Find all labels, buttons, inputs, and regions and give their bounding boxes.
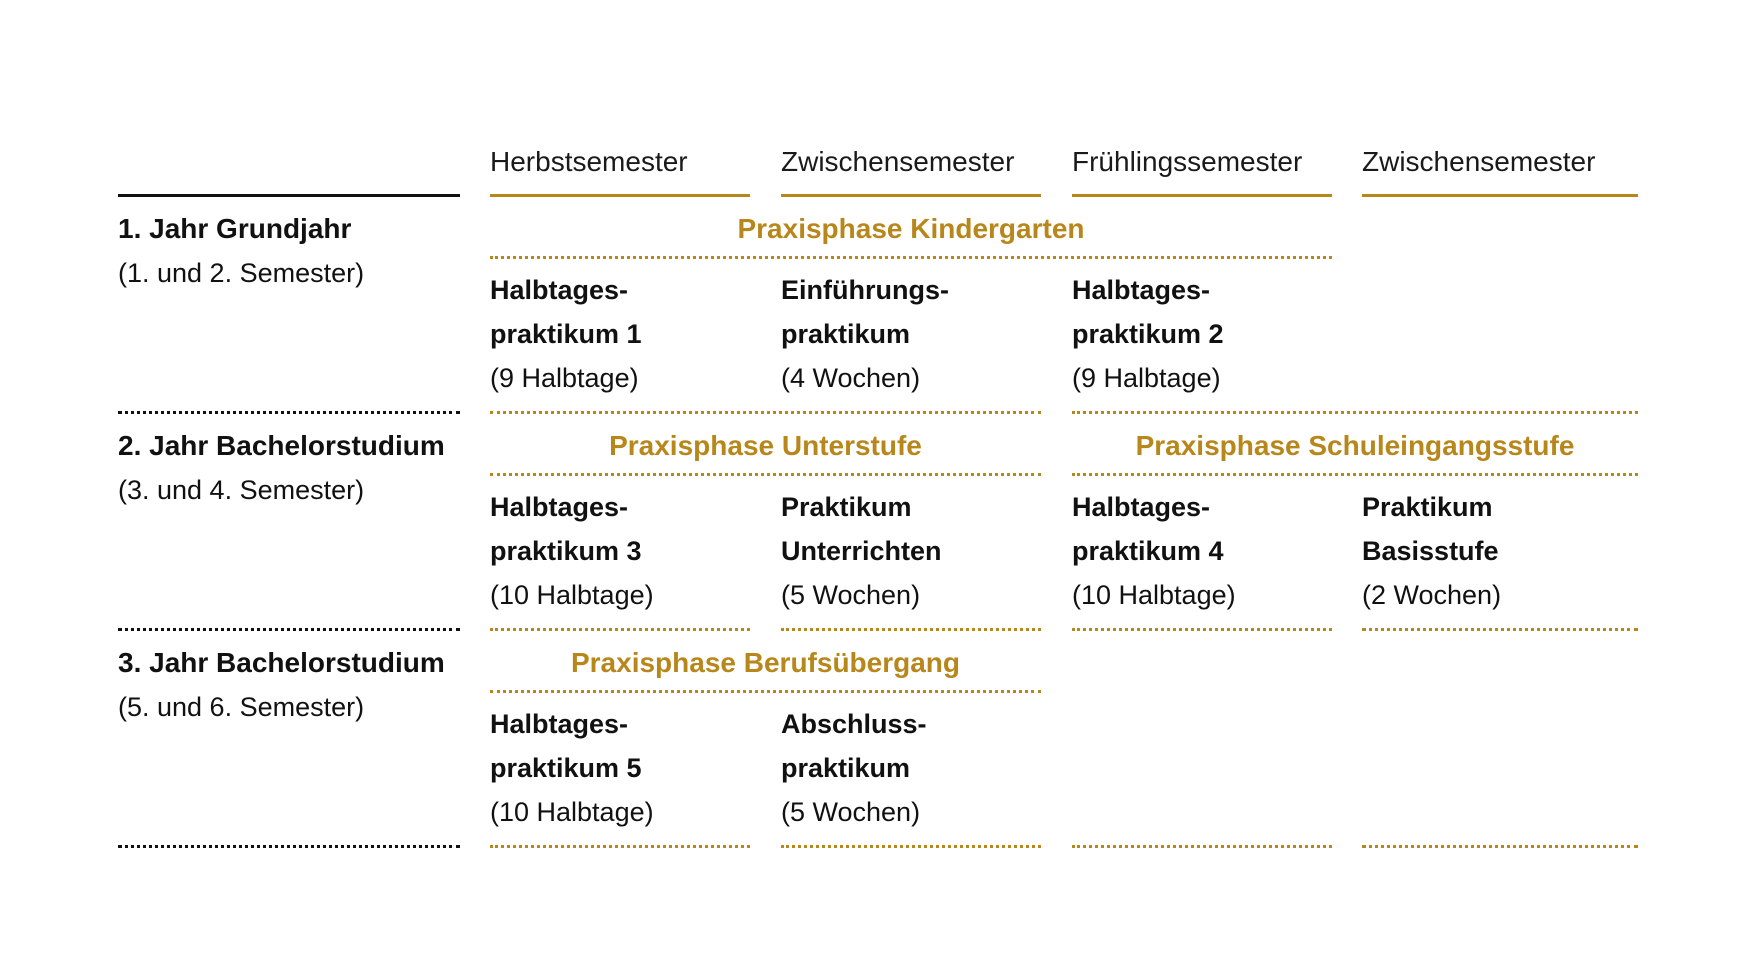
year-2-subtitle: (3. und 4. Semester) [118, 475, 365, 505]
row-3-separator-col-2 [781, 845, 1041, 848]
row-3-separator-col-1 [490, 845, 750, 848]
practicum-title-line-1: Praktikum [781, 492, 912, 522]
year-3-title: 3. Jahr Bachelorstudium [118, 647, 445, 678]
phase-unterstufe-underline [490, 473, 1041, 476]
practicum-cell [781, 268, 1051, 400]
practicum-duration: (10 Halbtage) [490, 580, 654, 610]
practicum-title-line-1: Halbtages- [1072, 492, 1211, 522]
header-rule-col-4 [1362, 194, 1638, 197]
practicum-title-line-1: Praktikum [1362, 492, 1493, 522]
year-3-label [118, 646, 445, 724]
practicum-cell [1072, 268, 1342, 400]
row-1-separator-right [1072, 411, 1638, 414]
semester-header-zwischen-1: Zwischensemester [781, 146, 1015, 177]
row-3-separator-col-3 [1072, 845, 1332, 848]
practicum-cell [490, 702, 760, 834]
practicum-title-line-2: praktikum 2 [1072, 319, 1224, 349]
semester-header-herbst: Herbstsemester [490, 146, 688, 177]
header-rule-years [118, 194, 460, 197]
practicum-title-line-1: Einführungs- [781, 275, 949, 305]
phase-schuleingangsstufe: Praxisphase Schuleingangsstufe [1135, 430, 1575, 461]
header-rule-col-2 [781, 194, 1041, 197]
phase-berufsuebergang-underline [490, 690, 1041, 693]
practicum-duration: (4 Wochen) [781, 363, 921, 393]
practicum-title-line-2: praktikum 1 [490, 319, 642, 349]
practicum-cell [781, 485, 1051, 617]
practicum-title-line-1: Halbtages- [490, 709, 629, 739]
practicum-title-line-2: praktikum [781, 753, 911, 783]
practicum-title-line-2: praktikum 4 [1072, 536, 1224, 566]
semester-header-zwischen-2: Zwischensemester [1362, 146, 1596, 177]
practicum-title-line-1: Halbtages- [490, 275, 629, 305]
row-2-separator-col-3 [1072, 628, 1332, 631]
phase-schuleingangsstufe-underline [1072, 473, 1638, 476]
phase-unterstufe: Praxisphase Unterstufe [609, 430, 922, 461]
header-rule-col-1 [490, 194, 750, 197]
year-3-subtitle: (5. und 6. Semester) [118, 692, 365, 722]
row-2-separator-col-2 [781, 628, 1041, 631]
practicum-title-line-1: Halbtages- [1072, 275, 1211, 305]
year-1-title: 1. Jahr Grundjahr [118, 213, 352, 244]
row-2-separator-years [118, 628, 460, 631]
practicum-cell [781, 702, 1051, 834]
row-3-separator-col-4 [1362, 845, 1638, 848]
practicum-title-line-2: praktikum 5 [490, 753, 642, 783]
year-1-subtitle: (1. und 2. Semester) [118, 258, 365, 288]
practicum-cell [490, 485, 760, 617]
practicum-duration: (5 Wochen) [781, 580, 921, 610]
practicum-title-line-2: praktikum 3 [490, 536, 642, 566]
practicum-duration: (9 Halbtage) [490, 363, 639, 393]
header-rule-col-3 [1072, 194, 1332, 197]
row-2-separator-col-1 [490, 628, 750, 631]
year-2-label [118, 429, 445, 507]
practicum-title-line-2: Basisstufe [1362, 536, 1499, 566]
year-1-label [118, 212, 364, 290]
row-1-separator-left [490, 411, 1041, 414]
phase-berufsuebergang: Praxisphase Berufsübergang [570, 647, 961, 678]
practicum-cell [1362, 485, 1632, 617]
practicum-duration: (2 Wochen) [1362, 580, 1502, 610]
practicum-title-line-1: Abschluss- [781, 709, 927, 739]
practicum-duration: (10 Halbtage) [490, 797, 654, 827]
practicum-duration: (9 Halbtage) [1072, 363, 1221, 393]
phase-kindergarten-underline [490, 256, 1332, 259]
row-2-separator-col-4 [1362, 628, 1638, 631]
practicum-duration: (10 Halbtage) [1072, 580, 1236, 610]
row-3-separator-years [118, 845, 460, 848]
semester-header-fruehling: Frühlingssemester [1072, 146, 1303, 177]
year-2-title: 2. Jahr Bachelorstudium [118, 430, 445, 461]
phase-kindergarten: Praxisphase Kindergarten [737, 213, 1085, 244]
practicum-cell [1072, 485, 1342, 617]
practicum-title-line-1: Halbtages- [490, 492, 629, 522]
practicum-duration: (5 Wochen) [781, 797, 921, 827]
practicum-title-line-2: Unterrichten [781, 536, 942, 566]
row-1-separator-years [118, 411, 460, 414]
practicum-cell [490, 268, 760, 400]
practicum-title-line-2: praktikum [781, 319, 911, 349]
